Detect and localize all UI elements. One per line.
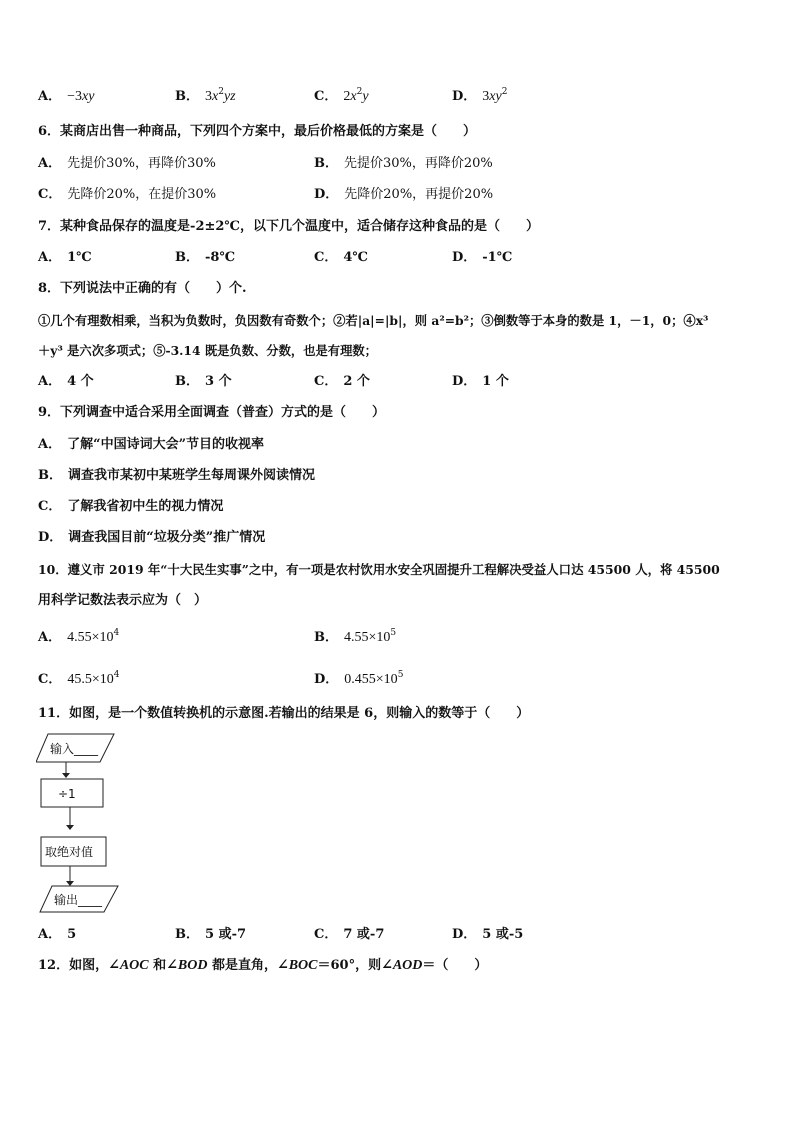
flow-arrowhead-2 <box>66 825 74 830</box>
q5-option-c: C． $2x^2y$ <box>314 87 369 104</box>
q11-option-b: B． 5 或-7 <box>175 927 247 942</box>
flow-input-label: 输入____ <box>50 742 99 756</box>
q5-option-b: B． $3x^2yz$ <box>175 87 236 104</box>
q6-option-c: C． 先降价20%，在提价30% <box>38 187 217 202</box>
q5-option-d: D． $3xy^2$ <box>452 87 508 104</box>
q7-option-a: A． 1℃ <box>38 250 92 265</box>
q8-stem: 8．下列说法中正确的有（ ）个. <box>38 281 247 296</box>
flow-step2-label: 取绝对值 <box>45 845 94 859</box>
q8-option-c: C． 2 个 <box>314 374 370 389</box>
q11-option-d: D． 5 或-5 <box>452 927 524 942</box>
q5-option-a: A． −3xy <box>38 89 95 104</box>
q10-option-b: B． $4.55\times 10^5$ <box>314 628 397 645</box>
q10-option-d: D． $0.455\times 10^5$ <box>314 670 404 687</box>
flow-step1-label: ÷1 <box>58 787 76 801</box>
q6-option-b: B． 先提价30%，再降价20% <box>314 156 493 171</box>
flow-arrowhead-1 <box>62 773 70 778</box>
q11-stem: 11．如图，是一个数值转换机的示意图.若输出的结果是 6，则输入的数等于（ ） <box>38 706 530 721</box>
q11-option-c: C． 7 或-7 <box>314 927 385 942</box>
q7-option-b: B． -8℃ <box>175 250 236 265</box>
q10-stem-line2: 用科学记数法表示应为（ ） <box>38 593 208 608</box>
q10-stem-line1: 10．遵义市 2019 年“十大民生实事”之中，有一项是农村饮用水安全巩固提升工程解决受益人口达 45500 人，将 45500 <box>38 562 720 577</box>
flow-output-label: 输出____ <box>54 893 103 907</box>
q11-option-a: A． 5 <box>38 927 77 942</box>
flow-arrowhead-3 <box>66 881 74 886</box>
q7-option-d: D． -1℃ <box>452 250 513 265</box>
q6-stem: 6．某商店出售一种商品，下列四个方案中，最后价格最低的方案是（ ） <box>38 124 477 139</box>
q8-statements-line2: ＋y³ 是六次多项式；⑤-3.14 既是负数、分数，也是有理数； <box>38 343 377 358</box>
q6-option-a: A． 先提价30%，再降价30% <box>38 156 216 171</box>
q8-statements-line1: ①几个有理数相乘，当积为负数时，负因数有奇数个；②若|a|=|b|，则 a²=b²；③倒数等于本身的数是 1，－1，0；④x³ <box>38 313 709 328</box>
q9-option-b: B． 调查我市某初中某班学生每周课外阅读情况 <box>38 468 316 483</box>
q10-option-a: A． $4.55\times 10^4$ <box>38 628 120 645</box>
q8-option-d: D． 1 个 <box>452 374 509 389</box>
q7-option-c: C． 4℃ <box>314 250 368 265</box>
q10-option-c: C． $45.5\times 10^4$ <box>38 670 120 687</box>
q7-stem: 7．某种食品保存的温度是-2±2℃，以下几个温度中，适合储存这种食品的是（ ） <box>38 219 540 234</box>
q8-option-b: B． 3 个 <box>175 374 232 389</box>
q9-option-d: D． 调查我国目前“垃圾分类”推广情况 <box>38 530 266 545</box>
q11-flowchart <box>36 732 126 914</box>
q9-stem: 9．下列调查中适合采用全面调查（普查）方式的是（ ） <box>38 405 386 420</box>
q6-option-d: D． 先降价20%，再提价20% <box>314 187 494 202</box>
q9-option-a: A． 了解“中国诗词大会”节目的收视率 <box>38 437 265 452</box>
q12-stem: 12．如图，∠AOC 和∠BOD 都是直角，∠BOC＝60°，则∠AOD＝（ ） <box>38 958 488 973</box>
q8-option-a: A． 4 个 <box>38 374 94 389</box>
q9-option-c: C． 了解我省初中生的视力情况 <box>38 499 224 514</box>
